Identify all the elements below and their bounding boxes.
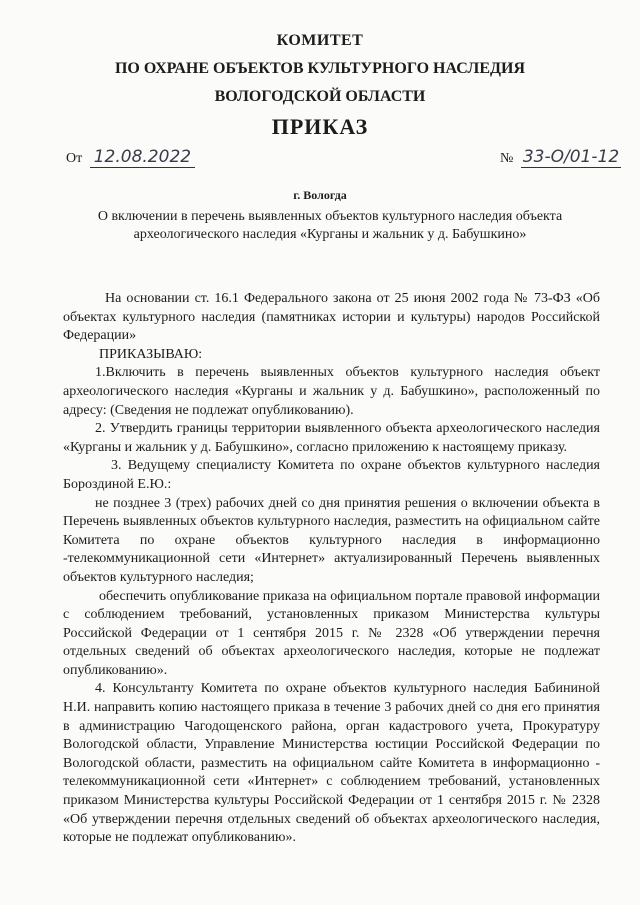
number-row (500, 147, 621, 168)
order-item-2: 2. Утвердить границы территории выявленного объекта археологического наследия «Курганы и жальник у д. Бабушкино», согласно приложению к настоящему приказу. (63, 421, 600, 455)
document-subject: О включении в перечень выявленных объектов культурного наследия объекта археологического наследия «Курганы и жальник у д. Бабушкино» (97, 209, 563, 242)
order-item-3: 3. Ведущему специалисту Комитета по охране объектов культурного наследия Бороздиной Е.Ю.: (63, 458, 600, 492)
preamble-paragraph: На основании ст. 16.1 Федерального закона от 25 июня 2002 года № 73-ФЗ «Об объектах культурного наследия (памятниках истории и культуры) народов Российской Федерации» (63, 291, 600, 344)
order-item-1: 1.Включить в перечень выявленных объектов культурного наследия объект археологического наследия «Курганы и жальник у д. Бабушкино», расположенный по адресу: (Сведения не подлежат опубликованию). (63, 365, 600, 418)
committee-subtitle: ПО ОХРАНЕ ОБЪЕКТОВ КУЛЬТУРНОГО НАСЛЕДИЯ (114, 60, 526, 77)
number-label: № (500, 151, 514, 166)
document-body (63, 290, 600, 848)
city: г. Вологда (293, 188, 347, 202)
order-item-4: 4. Консультанту Комитета по охране объектов культурного наследия Бабининой Н.И. направить копию настоящего приказа в течение 3 рабочих дней со дня его принятия в администрацию Чагодощенского района, орган кадастрового учета, Прокуратуру Вологодской области, Управление Министерства юстиции Российской Федерации по Вологодской области, разместить на официальном сайте Комитета в информационно - телекоммуникационной сети «Интернет» с соблюдением требований, установленных приказом Министерства культуры Российской Федерации от 1 сентября 2015 г. № 2328 «Об утверждении перечня отдельных сведений об объектах археологического наследия, которые не подлежат опубликованию». (63, 681, 600, 846)
date-row (66, 147, 195, 168)
date-value: 12.08.2022 (90, 147, 195, 168)
order-word: ПРИКАЗЫВАЮ: (99, 346, 203, 362)
document-type: ПРИКАЗ (271, 114, 369, 139)
region-title: ВОЛОГОДСКОЙ ОБЛАСТИ (214, 88, 426, 105)
number-value: 33-О/01-12 (522, 147, 620, 167)
committee-title: КОМИТЕТ (276, 32, 364, 49)
date-label: От (66, 151, 83, 166)
order-item-3-a: не позднее 3 (трех) рабочих дней со дня принятия решения о включении объекта в Перечень выявленных объектов культурного наследия, разместить на официальном сайте Комитета по охране объектов культурного наследия в информационно -телекоммуникационной сети «Интернет» актуализированный Перечень выявленных объектов культурного наследия; (63, 495, 600, 585)
order-item-3-b: обеспечить опубликование приказа на официальном портале правовой информации с соблюдением требований, установленных приказом Министерства культуры Российской Федерации от 1 сентября 2015 г. № 2328 «Об утверждении перечня отдельных сведений об объектах археологического наследия, которые не подлежат опубликованию». (63, 588, 600, 678)
